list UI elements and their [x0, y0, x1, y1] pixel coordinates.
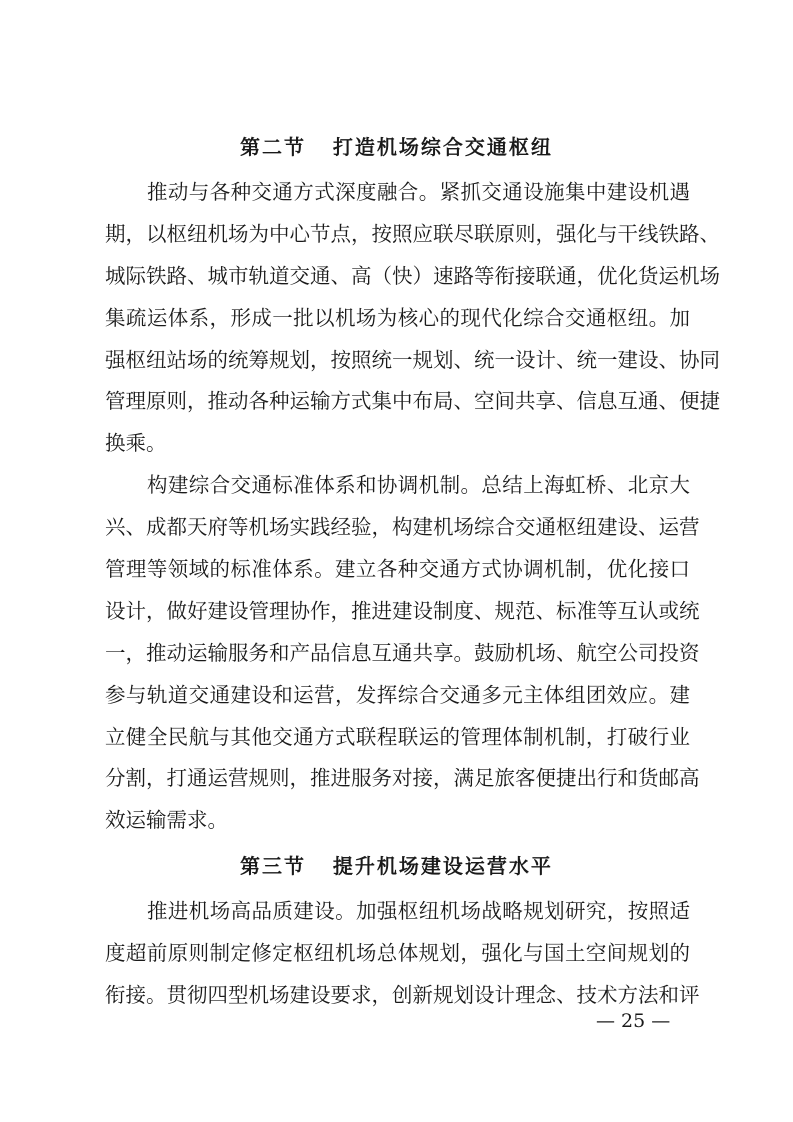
- paragraph-line: 效运输需求。: [105, 808, 228, 832]
- paragraph-line: 设计，做好建设管理协作，推进建设制度、规范、标准等互认或统: [105, 599, 700, 623]
- paragraph-line: 管理原则，推动各种运输方式集中布局、空间共享、信息互通、便捷: [105, 389, 720, 413]
- paragraph-line: 兴、成都天府等机场实践经验，构建机场综合交通枢纽建设、运营: [105, 515, 700, 539]
- section-heading: 第三节 提升机场建设运营水平: [240, 854, 553, 878]
- paragraph-line: 度超前原则制定修定枢纽机场总体规划，强化与国土空间规划的: [105, 941, 690, 965]
- paragraph-line: 集疏运体系，形成一批以机场为核心的现代化综合交通枢纽。加: [105, 306, 690, 330]
- paragraph-line: 立健全民航与其他交通方式联程联运的管理体制机制，打破行业: [105, 725, 690, 749]
- paragraph-line: 强枢纽站场的统筹规划，按照统一规划、统一设计、统一建设、协同: [105, 348, 720, 372]
- section-heading: 第二节 打造机场综合交通枢纽: [240, 135, 553, 159]
- paragraph-line: 一，推动运输服务和产品信息互通共享。鼓励机场、航空公司投资: [105, 641, 700, 665]
- paragraph-line: 参与轨道交通建设和运营，发挥综合交通多元主体组团效应。建: [105, 683, 690, 707]
- paragraph-line: 期，以枢纽机场为中心节点，按照应联尽联原则，强化与干线铁路、: [105, 222, 720, 246]
- paragraph-line: 城际铁路、城市轨道交通、高（快）速路等衔接联通，优化货运机场: [105, 264, 720, 288]
- paragraph-line: 衔接。贯彻四型机场建设要求，创新规划设计理念、技术方法和评: [105, 983, 700, 1007]
- paragraph-line: 分割，打通运营规则，推进服务对接，满足旅客便捷出行和货邮高: [105, 766, 700, 790]
- paragraph-line: 换乘。: [105, 431, 167, 455]
- paragraph-line: 推进机场高品质建设。加强枢纽机场战略规划研究，按照适: [147, 899, 690, 923]
- page-number: — 25 —: [596, 1010, 671, 1032]
- paragraph-line: 推动与各种交通方式深度融合。紧抓交通设施集中建设机遇: [147, 180, 690, 204]
- paragraph-line: 构建综合交通标准体系和协调机制。总结上海虹桥、北京大: [147, 473, 690, 497]
- paragraph-line: 管理等领域的标准体系。建立各种交通方式协调机制，优化接口: [105, 557, 690, 581]
